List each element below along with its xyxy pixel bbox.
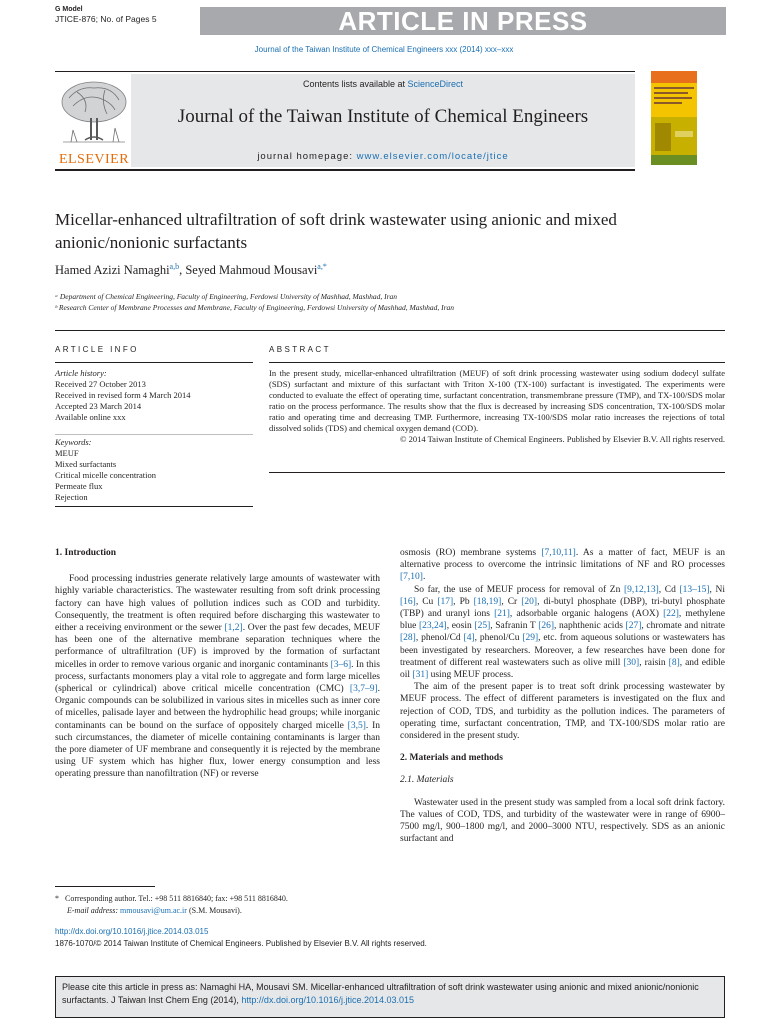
materials-heading: 2.1. Materials bbox=[400, 775, 454, 786]
header-top-rule bbox=[55, 71, 635, 72]
reference-link[interactable]: [4] bbox=[463, 633, 475, 644]
header-bottom-rule bbox=[55, 169, 635, 171]
journal-cover-image bbox=[651, 71, 697, 165]
reference-link[interactable]: [7,10,11] bbox=[541, 548, 576, 558]
author-affiliation-marker[interactable]: a,b bbox=[169, 262, 180, 271]
article-history bbox=[55, 368, 253, 423]
materials-paragraph: Wastewater used in the present study was sampled from a local soft drink factory. The values of COD, TDS, and turbidity of the wastewater were in range of 6900–7500 mg/l, 900–1800 mg/l, and 2000–3000 NTU, respectively. SDS as an anionic surfactant and bbox=[400, 797, 725, 845]
text-run: . bbox=[422, 572, 426, 583]
history-accepted: Accepted 23 March 2014 bbox=[55, 401, 142, 411]
text-run: , phenol/Cu bbox=[474, 633, 523, 644]
reference-link[interactable]: [8] bbox=[668, 657, 680, 668]
reference-link[interactable]: [3–6] bbox=[330, 659, 352, 670]
reference-link[interactable]: [26] bbox=[538, 621, 555, 632]
reference-link[interactable]: [28] bbox=[400, 633, 416, 644]
reference-link[interactable]: [20] bbox=[521, 596, 538, 607]
text-run: . Organic compounds can be solubilized in various sites in micelles such as inner core of micelles, palisade layer and between the hydrophilic head groups; while inorganic contaminants can be bound on the surface of oppositely charged micelle bbox=[55, 684, 380, 731]
reference-link[interactable]: [23,24] bbox=[419, 621, 447, 632]
meuf-review-paragraph bbox=[400, 584, 725, 682]
author-affiliation-marker[interactable]: a,* bbox=[317, 262, 327, 271]
methods-heading: 2. Materials and methods bbox=[400, 753, 503, 764]
reference-link[interactable]: [13–15] bbox=[679, 584, 710, 595]
text-run: using MEUF process. bbox=[428, 670, 514, 681]
reference-link[interactable]: [16] bbox=[400, 596, 416, 607]
keyword: Mixed surfactants bbox=[55, 459, 117, 469]
keyword: Critical micelle concentration bbox=[55, 470, 157, 480]
text-run: . Over the past few decades, MEUF has been one of the alternative membrane separation techniques where the performance of ultrafiltration (UF) is improved by the formation of surfactant micelles in order to remove various organic and inorganic contaminants bbox=[55, 623, 380, 670]
text-run: , eosin bbox=[446, 621, 475, 632]
keywords-label: Keywords: bbox=[55, 437, 92, 447]
article-title: Micellar-enhanced ultrafiltration of soft drink wastewater using anionic and mixed anionic/nonionic surfactants bbox=[55, 210, 617, 252]
history-received: Received 27 October 2013 bbox=[55, 379, 146, 389]
history-online: Available online xxx bbox=[55, 412, 126, 422]
affiliation-b: ᵇ Research Center of Membrane Processes and Membrane, Faculty of Engineering, Ferdowsi University of Mashhad, Mashhad, Iran bbox=[55, 303, 455, 312]
elsevier-wordmark: ELSEVIER bbox=[58, 152, 130, 167]
text-run: , phenol/Cd bbox=[415, 633, 464, 644]
footnote-marker: * bbox=[55, 894, 59, 903]
reference-link[interactable]: [3,7–9] bbox=[349, 684, 378, 695]
abstract-copyright: © 2014 Taiwan Institute of Chemical Engineers. Published by Elsevier B.V. All rights reserved. bbox=[400, 434, 725, 444]
doi-link[interactable]: http://dx.doi.org/10.1016/j.jtice.2014.03.015 bbox=[55, 927, 209, 936]
text-run: osmosis (RO) membrane systems bbox=[400, 548, 542, 558]
text-run: , raisin bbox=[639, 657, 669, 668]
text-run: , methylene blue bbox=[400, 609, 725, 632]
abstract-rule bbox=[269, 362, 725, 363]
text-run: , Pb bbox=[453, 596, 474, 607]
abstract-text: In the present study, micellar-enhanced ultrafiltration (MEUF) of soft drink processing wastewater using sodium dodecyl sulfate (SDS) surfactant and mixture of this surfactant with Triton X-100 (TX-100) surfactant is investigated. The experiments were conducted to evaluate the effect of operating time, surfactant concentration, transmembrane pressure (TMP), and TX-100/SDS molar ratio on the process performance. The results show that the flux is decreased by increasing SDS concentration, TX-100/SDS molar ratio and operating time and decreasing TMP. Furthermore, increasing TX-100/SDS molar ratio increases the rejections of total dissolved solids (TDS) and chemical oxygen demand (COD). bbox=[269, 368, 725, 433]
abstract-bottom-rule bbox=[269, 472, 725, 473]
reference-link[interactable]: [1,2] bbox=[224, 623, 243, 634]
abstract-body bbox=[269, 368, 725, 445]
email-link[interactable]: mmousavi@um.ac.ir bbox=[120, 906, 187, 915]
keyword: Rejection bbox=[55, 492, 88, 502]
text-run: , etc. from aqueous solutions or wastewaters has been investigated by researchers. Moreover, a few researches have been done for treatment of different real wastewaters such as olive mill bbox=[400, 633, 725, 668]
text-run: Food processing industries generate relatively large amounts of wastewater with highly variable characteristics. The wastewater resulting from soft drink processing factory can have high values of pollution indices such as COD and turbidity. Consequently, the treatment is often required before discharging this wastewater to either a receiving environment or the sewer bbox=[55, 574, 380, 634]
author-name: Seyed Mahmoud Mousavi bbox=[185, 263, 318, 277]
email-suffix: (S.M. Mousavi). bbox=[186, 906, 242, 915]
journal-title: Journal of the Taiwan Institute of Chemical Engineers bbox=[177, 106, 589, 127]
reference-link[interactable]: [31] bbox=[412, 670, 429, 681]
homepage-link[interactable]: www.elsevier.com/locate/jtice bbox=[356, 151, 509, 162]
reference-link[interactable]: [3,5] bbox=[347, 720, 366, 731]
footnote-rule bbox=[55, 886, 155, 887]
text-run: , chromate and nitrate bbox=[641, 621, 725, 632]
reference-link[interactable]: [21] bbox=[494, 609, 510, 620]
keyword: Permeate flux bbox=[55, 481, 103, 491]
reference-link[interactable]: [29] bbox=[522, 633, 539, 644]
document-id: JTICE-876; No. of Pages 5 bbox=[55, 14, 157, 24]
text-run: , adsorbable organic halogens (AOX) bbox=[509, 609, 664, 620]
citation-text bbox=[62, 981, 722, 1007]
reference-link[interactable]: [18,19] bbox=[473, 596, 502, 607]
article-info-heading: ARTICLE INFO bbox=[55, 345, 139, 354]
left-column bbox=[55, 547, 380, 781]
history-label: Article history: bbox=[55, 368, 107, 378]
keywords-rule bbox=[55, 434, 253, 435]
text-run: , Cr bbox=[501, 596, 522, 607]
reference-link[interactable]: [7,10] bbox=[400, 572, 423, 583]
text-run: So far, the use of MEUF process for removal of Zn bbox=[414, 584, 624, 595]
text-run: , and edible oil bbox=[400, 657, 725, 681]
right-column bbox=[400, 547, 725, 845]
affiliation-separator bbox=[55, 330, 725, 331]
article-info-bottom-rule bbox=[55, 506, 253, 507]
issn-copyright: 1876-1070/© 2014 Taiwan Institute of Chemical Engineers. Published by Elsevier B.V. All rights reserved. bbox=[55, 939, 427, 948]
text-run: . In this process, surfactants monomers play a vital role to aggregate and form large micelles (spherical or cylindrical) above critical micelle concentration (CMC) bbox=[55, 659, 381, 695]
author-name: Hamed Azizi Namaghi bbox=[55, 263, 170, 277]
email-label: E-mail address: bbox=[67, 906, 121, 915]
author-list bbox=[55, 262, 327, 278]
affiliation-a: ᵃ Department of Chemical Engineering, Faculty of Engineering, Ferdowsi University of Mashhad, Mashhad, Iran bbox=[55, 292, 398, 301]
reference-link[interactable]: [9,12,13] bbox=[623, 584, 659, 595]
reference-link[interactable]: [30] bbox=[623, 657, 640, 668]
text-run: , Cu bbox=[415, 596, 438, 607]
journal-homepage bbox=[131, 151, 635, 162]
text-run: . As a matter of fact, MEUF is an alternative process to overcome the intrinsic limitations of NF and RO processes bbox=[400, 548, 725, 571]
keywords-block bbox=[55, 437, 253, 503]
journal-citation-link[interactable]: Journal of the Taiwan Institute of Chemical Engineers xxx (2014) xxx–xxx bbox=[254, 45, 514, 54]
text-run: , Safranin T bbox=[490, 621, 539, 632]
reference-link[interactable]: [17] bbox=[437, 596, 454, 607]
citation-body: Please cite this article in press as: Namaghi HA, Mousavi SM. Micellar-enhanced ultrafiltration of soft drink wastewater using anionic and mixed anionic/nonionic surfactants. J Taiwan Inst Chem Eng (2014), bbox=[62, 982, 699, 1005]
text-run: , di-butyl phosphate (DBP), tri-butyl phosphate (TBP) and uranyl ions bbox=[400, 596, 725, 620]
intro-paragraph-continued bbox=[400, 547, 725, 584]
article-in-press-text: ARTICLE IN PRESS bbox=[338, 6, 588, 36]
article-info-rule bbox=[55, 362, 253, 363]
reference-link[interactable]: [27] bbox=[625, 621, 642, 632]
text-run: , Ni bbox=[709, 584, 726, 595]
contents-prefix: Contents lists available at bbox=[302, 79, 408, 89]
reference-link[interactable]: [22] bbox=[663, 609, 679, 620]
contents-available bbox=[131, 79, 635, 89]
doi-block bbox=[55, 926, 427, 950]
elsevier-tree-logo bbox=[55, 78, 133, 150]
introduction-heading: 1. Introduction bbox=[55, 548, 117, 558]
aim-paragraph: The aim of the present paper is to treat soft drink processing wastewater by MEUF process. The effect of different parameters is investigated on the flux and rejection of COD, TDS, and turbidity as the pollution indices. The parameters of operating time, surfactant concentration, TMP, and TX-100/SDS molar ratio are considered in the present study. bbox=[400, 682, 725, 742]
citation-doi-link[interactable]: http://dx.doi.org/10.1016/j.jtice.2014.03.015 bbox=[241, 995, 415, 1005]
text-run: . In such circumstances, the diameter of micelle containing contaminants is larger than the pore diameter of UF membrane and consequently it is rejected by the membrane using UF system which has higher flux, lower energy consumption and less operating pressure than nanofiltration (NF) or reverse bbox=[55, 720, 380, 780]
reference-link[interactable]: [25] bbox=[474, 621, 491, 632]
text-run: , Cd bbox=[658, 584, 680, 595]
text-run: , naphthenic acids bbox=[554, 621, 626, 632]
history-revised: Received in revised form 4 March 2014 bbox=[55, 390, 191, 400]
author-separator: , bbox=[179, 263, 186, 277]
keyword: MEUF bbox=[55, 448, 79, 458]
footnote bbox=[55, 893, 385, 917]
corresponding-author-note: Corresponding author. Tel.: +98 511 8816840; fax: +98 511 8816840. bbox=[65, 894, 288, 903]
homepage-prefix: journal homepage: bbox=[257, 151, 357, 162]
sciencedirect-link[interactable]: ScienceDirect bbox=[407, 79, 464, 89]
abstract-heading: ABSTRACT bbox=[269, 345, 331, 354]
intro-paragraph bbox=[55, 573, 380, 780]
g-model-label: G Model bbox=[55, 6, 83, 13]
